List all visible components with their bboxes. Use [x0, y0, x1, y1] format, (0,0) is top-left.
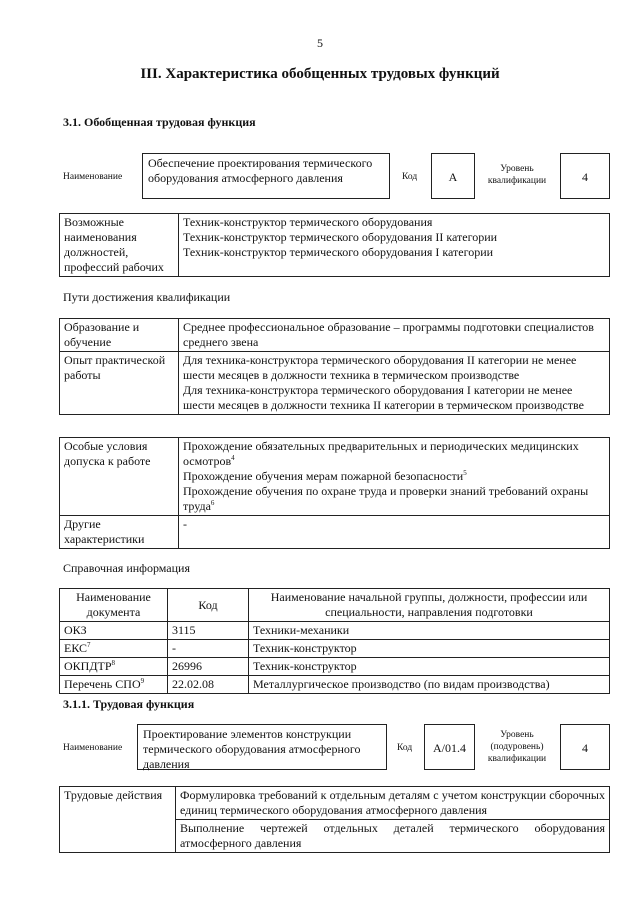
tf-name-value: Проектирование элементов конструкции термического оборудования атмосферного давления	[137, 724, 387, 770]
section-title: III. Характеристика обобщенных трудовых функций	[140, 66, 500, 82]
footnote-ref: 6	[210, 499, 215, 507]
page-number: 5	[317, 36, 323, 50]
experience-item: Для техника-конструктора термического оборудования I категории не менее шести месяцев в должности техника II категории в термическом производстве	[183, 383, 584, 412]
table-row: ЕКС$^7$ - Техник-конструктор	[60, 640, 610, 658]
positions-label: Возможные наименования должностей, профессий рабочих	[60, 214, 179, 277]
condition-item: Прохождение обучения мерам пожарной безопасности$^5$	[183, 469, 467, 483]
reference-heading: Справочная информация	[63, 561, 190, 575]
experience-item: Для техника-конструктора термического оборудования II категории не менее шести месяцев в должности техника в термическом производстве	[183, 353, 577, 382]
gtf-code-value: А	[431, 153, 475, 199]
other-value: -	[179, 516, 610, 549]
gtf-name-value: Обеспечение проектирования термического оборудования атмосферного давления	[142, 153, 390, 199]
table-row: Перечень СПО$^9$ 22.02.08 Металлургическое производство (по видам производства)	[60, 676, 610, 694]
footnote-ref: 9	[140, 677, 145, 685]
gtf-name-label: Наименование	[63, 172, 123, 182]
position-item: Техник-конструктор термического оборудования I категории	[183, 245, 494, 259]
tf-level-value: 4	[560, 724, 610, 770]
reference-table	[59, 588, 610, 694]
table-row: ОКЗ 3115 Техники-механики	[60, 622, 610, 640]
paths-heading: Пути достижения квалификации	[63, 290, 231, 304]
footnote-ref: 8	[111, 659, 116, 667]
condition-item: Прохождение обучения по охране труда и проверки знаний требований охраны труда$^6$	[183, 484, 589, 513]
conditions-table	[59, 437, 610, 549]
conditions-list	[179, 438, 610, 516]
education-label: Образование и обучение	[60, 319, 179, 352]
ref-header-code: Код	[168, 589, 249, 622]
condition-item: Прохождение обязательных предварительных и периодических медицинских осмотров$^4$	[183, 439, 579, 468]
tf-level-label: Уровень (подуровень) квалификации	[487, 730, 547, 764]
tf-heading: 3.1.1. Трудовая функция	[63, 697, 195, 711]
gtf-level-value: 4	[560, 153, 610, 199]
footnote-ref: 7	[87, 641, 91, 649]
gtf-level-label: Уровень квалификации	[487, 164, 547, 186]
position-item: Техник-конструктор термического оборудования II категории	[183, 230, 498, 244]
gtf-code-label: Код	[402, 172, 418, 182]
actions-label: Трудовые действия	[60, 787, 176, 853]
position-item: Техник-конструктор термического оборудования	[183, 215, 433, 229]
footnote-ref: 4	[231, 454, 235, 462]
tf-code-label: Код	[397, 743, 413, 753]
action-item: Формулировка требований к отдельным деталям с учетом конструкции сборочных единиц термического оборудования атмосферного давления	[176, 787, 610, 820]
actions-table	[59, 786, 610, 853]
ref-header-name: Наименование начальной группы, должности, профессии или специальности, направления подготовки	[249, 589, 610, 622]
positions-table	[59, 213, 610, 277]
table-row: ОКПДТР$^8$ 26996 Техник-конструктор	[60, 658, 610, 676]
other-label: Другие характеристики	[60, 516, 179, 549]
gtf-heading: 3.1. Обобщенная трудовая функция	[63, 115, 256, 129]
tf-code-value: А/01.4	[424, 724, 475, 770]
action-item: Выполнение чертежей отдельных деталей термического оборудования атмосферного давления	[176, 820, 610, 853]
ref-header-doc: Наименование документа	[60, 589, 168, 622]
education-value: Среднее профессиональное образование – программы подготовки специалистов среднего звена	[179, 319, 610, 352]
education-table	[59, 318, 610, 415]
footnote-ref: 5	[463, 469, 467, 477]
tf-name-label: Наименование	[63, 743, 123, 753]
experience-list	[179, 352, 610, 415]
conditions-label: Особые условия допуска к работе	[60, 438, 179, 516]
experience-label: Опыт практической работы	[60, 352, 179, 415]
positions-list	[179, 214, 610, 277]
